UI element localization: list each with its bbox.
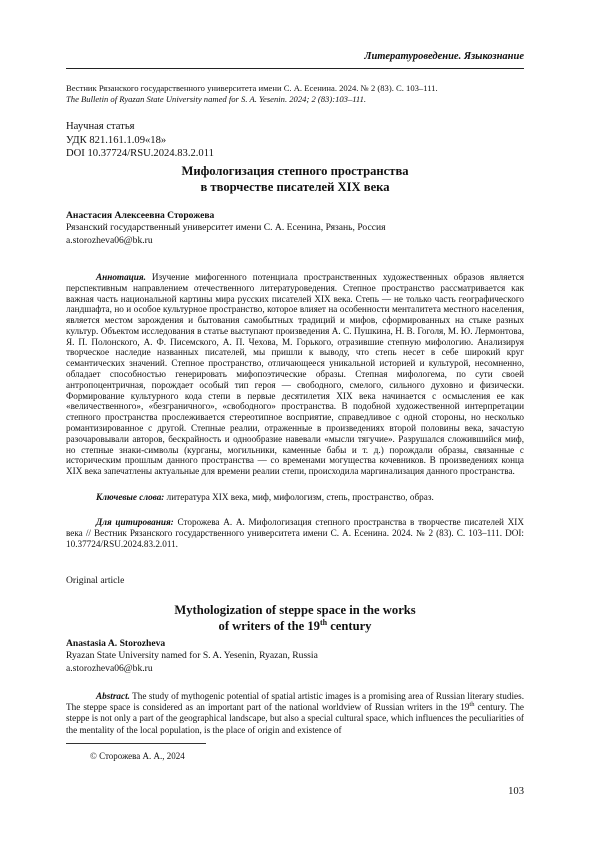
keywords-ru-label: Ключевые слова:: [96, 492, 165, 502]
keywords-ru: [66, 492, 524, 503]
author-affiliation-ru: Рязанский государственный университет имени С. А. Есенина, Рязань, Россия: [66, 222, 386, 234]
keywords-ru-text: литература XIX века, миф, мифологизм, степь, пространство, образ.: [164, 492, 434, 502]
title-en-line2-pre: of writers of the 19: [218, 619, 320, 633]
author-block-en: [66, 638, 536, 675]
journal-citation: [66, 83, 536, 105]
title-ru-line2: в творчестве писателей XIX века: [200, 180, 390, 194]
citation-ru: Вестник Рязанского государственного университета имени С. А. Есенина. 2024. № 2 (83). С. 103–111.: [66, 83, 438, 93]
title-en-line2: [66, 618, 524, 634]
for-citation-label: Для цитирования:: [96, 517, 174, 527]
abstract-en-sup: th: [469, 701, 475, 709]
doi: DOI 10.37724/RSU.2024.83.2.011: [66, 148, 214, 159]
for-citation: [66, 517, 524, 551]
article-type: Научная статья: [66, 121, 135, 132]
header-rule: [66, 68, 524, 69]
article-meta: [66, 120, 214, 161]
page-number: 103: [508, 786, 524, 797]
title-en-line2-post: century: [327, 619, 372, 633]
author-email-en[interactable]: a.storozheva06@bk.ru: [66, 662, 153, 674]
abstract-en-text1: The study of mythogenic potential of spatial artistic images is a promising area of Russian literary studies. The steppe space is considered as an important part of the national worldview of Russian writers in the 19: [66, 691, 524, 713]
title-en-line2-sup: th: [319, 617, 328, 627]
author-name-en: Anastasia A. Storozheva: [66, 638, 166, 649]
title-en-line1: Mythologization of steppe space in the works: [174, 603, 416, 617]
abstract-en: [66, 691, 524, 736]
abstract-ru-label: Аннотация.: [96, 272, 146, 282]
for-citation-text: Сторожева А. А. Мифологизация степного пространства в творчестве писателей XIX века // Вестник Рязанского государственного университета имени С. А. Есенина. 2024. № 2 (83). С. 103–111. DOI: 10.37724/RSU.2024.83.2.011.: [66, 517, 525, 550]
article-title-en: [66, 602, 524, 634]
abstract-ru-text: Изучение мифогенного потенциала пространственных художественных образов является перспективным направлением отечественного литературоведения. Степное пространство рассматривается как важная часть национальной картины мира русских писателей XIX века. Степь — не только часть географического ландшафта, но и особое культурное пространство, которое влияет на особенности менталитета местного населения, является местом зарождения и бытования самобытных традиций и мифов, сформированных на стыке разных культур. Объектом исследования в статье выступают произведения А. С. Пушкина, Н. В. Гоголя, М. Ю. Лермонтова, Я. П. Полонского, А. Ф. Писемского, А. П. Чехова, М. Горького, отразившие степную мифологию. Анализируя творческое наследие названных писателей, мы пришли к выводу, что степь несет в себе широкий круг семантических значений. Степное пространство, отличающееся уникальной историей и культурой, несомненно, обладает способностью генерировать мифопоэтические образы. Степная мифологема, по сути своей антропоцентричная, порождает особый тип героя — свободного, смелого, сильного духовно и физически. Формирование культурного кода степи в первые десятилетия XIX века начинается с осмысления ее как «величественного», «безграничного», «свободного» пространства. В подобной художественной интерпретации степного пространства прослеживается стереотипное восприятие, справедливое с одной стороны, но несколько романтизированное с другой. Степные реалии, отраженные в произведениях второй половины века, зачастую разочаровывали авторов, бескрайность и однообразие навевали «мысли тягучие». Разрушался сложившийся миф, но степные знаки-символы (курганы, могильники, каменные бабы и т. д.) порождали образы, связанные с историческим прошлым данного пространства — со временами могущества кочевников. В произведениях конца XIX века запечатлены актуальные для времени реалии степи, происходила маргинализация данного пространства.: [66, 272, 524, 477]
author-affiliation-en: Ryazan State University named for S. A. Yesenin, Ryazan, Russia: [66, 650, 318, 662]
footnote-rule: [66, 743, 206, 744]
copyright-footnote: © Сторожева А. А., 2024: [90, 751, 185, 761]
abstract-en-text2: century. The steppe is not only a part of the geographical landscape, but also a special cultural space, which influences the peculiarities of the mentality of the local population, is the place of origin and existence of: [66, 702, 524, 735]
article-title-ru: [66, 163, 524, 195]
abstract-ru: [66, 272, 524, 477]
citation-en: The Bulletin of Ryazan State University named for S. A. Yesenin. 2024; 2 (83):103–111.: [66, 94, 367, 104]
abstract-en-label: Abstract.: [96, 691, 130, 701]
udk-code: УДК 821.161.1.09«18»: [66, 134, 167, 146]
original-article-label: Original article: [66, 575, 125, 586]
author-name-ru: Анастасия Алексеевна Сторожева: [66, 210, 215, 221]
author-block-ru: [66, 210, 536, 247]
author-email-ru[interactable]: a.storozheva06@bk.ru: [66, 234, 153, 246]
running-head: Литературоведение. Языкознание: [364, 51, 524, 62]
title-ru-line1: Мифологизация степного пространства: [181, 164, 409, 178]
